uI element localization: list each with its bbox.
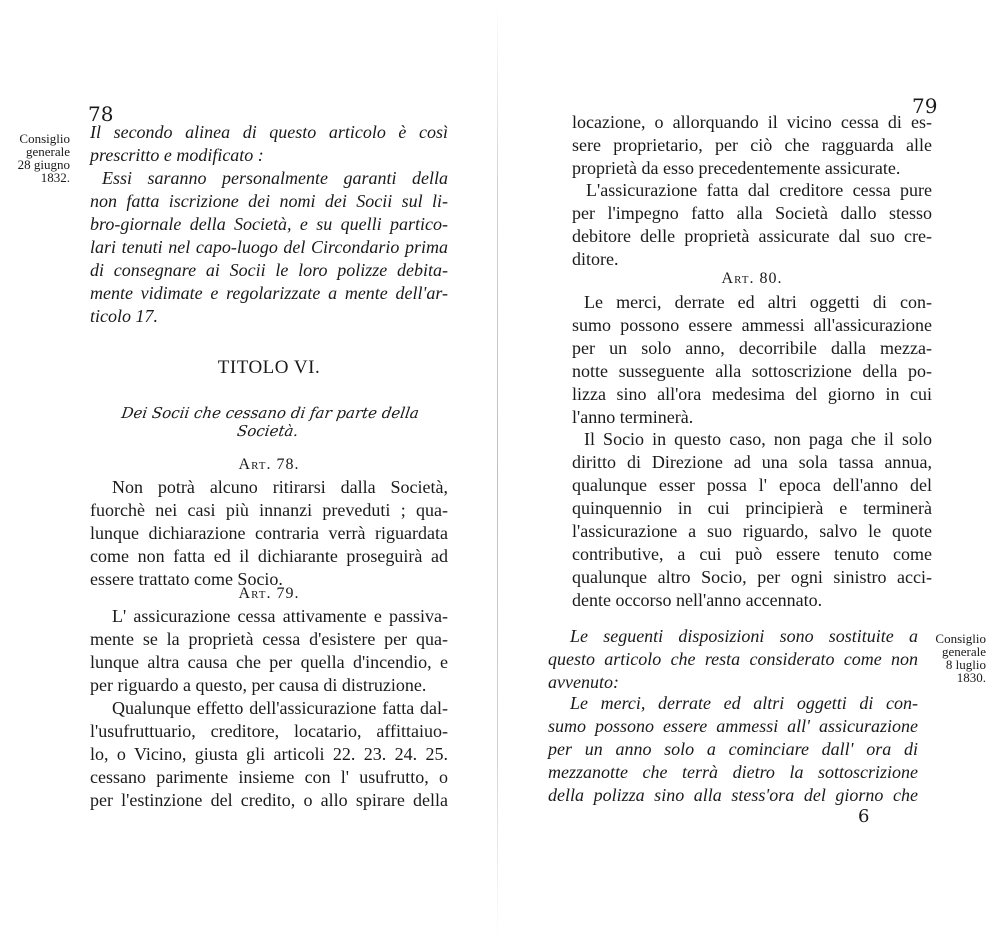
text-line: lizza sino all'ora medesima del giorno in cui	[572, 384, 932, 404]
text-line: lari tenuti nel capo-luogo del Circondario prima	[90, 237, 448, 257]
right-page	[498, 0, 1000, 940]
signature-mark: 6	[858, 806, 870, 827]
text-line: locazione, o allorquando il vicino cessa di es-	[572, 112, 932, 132]
margin-note-line: Consiglio	[935, 631, 986, 646]
text-line: Le seguenti disposizioni sono sostituite a	[570, 626, 918, 646]
text-line: l'usufruttuario, creditore, locatario, affittaiuo-	[90, 721, 448, 741]
page-number: 79	[912, 94, 938, 118]
margin-note	[12, 132, 70, 184]
text-line: proprietà da esso precedentemente assicurate.	[572, 158, 901, 178]
text-line: Non potrà alcuno ritirarsi dalla Società,	[112, 477, 448, 497]
text-line: di consegnare ai Socii le loro polizze debita-	[90, 260, 448, 280]
text-line: l'anno terminerà.	[572, 407, 694, 427]
text-line: ditore.	[572, 249, 619, 269]
text-line: Le merci, derrate ed altri oggetti di con-	[584, 292, 932, 312]
margin-note-line: 1830.	[956, 670, 986, 685]
margin-note-line: 8 luglio	[945, 657, 986, 672]
article-heading: Art. 79.	[238, 585, 300, 602]
text-line: l'assicurazione a suo riguardo, salvo le quote	[572, 521, 932, 541]
text-line: Le merci, derrate ed altri oggetti di con-	[570, 693, 918, 713]
amendment-intro	[548, 625, 918, 694]
text-line: Essi saranno personalmente garanti della	[102, 168, 448, 188]
text-line: Il Socio in questo caso, non paga che il solo	[584, 429, 932, 449]
text-line: mente vidimate e regolarizzate a mente dell'ar-	[90, 283, 448, 303]
text-line: per l'impegno fatto alla Società dallo stesso	[572, 203, 932, 223]
text-line: sere proprietario, per ciò che ragguarda alle	[572, 135, 932, 155]
amendment-intro	[90, 121, 448, 167]
text-line: per riguardo a questo, per causa di distruzione.	[90, 675, 427, 695]
text-line: questo articolo che resta considerato come non	[548, 649, 918, 669]
article-80-text-continued	[572, 428, 932, 612]
text-line: contributive, a cui può essere tenuto come	[572, 544, 932, 564]
text-line: qualunque esser possa l' epoca dell'anno del	[572, 475, 932, 495]
text-line: essere trattato come Socio.	[90, 569, 283, 589]
text-line: mente se la proprietà cessa d'esistere per qua-	[90, 629, 448, 649]
text-line: come non fatta ed il dichiarante proseguirà ad	[90, 546, 448, 566]
continuation-text	[572, 111, 932, 180]
margin-note-line: generale	[941, 644, 986, 659]
margin-note-line: Consiglio	[19, 131, 70, 146]
article-78-text	[90, 476, 448, 591]
text-line: L' assicurazione cessa attivamente e passiva-	[112, 606, 448, 626]
text-line: qualunque altro Socio, per ogni sinistro acci-	[572, 567, 932, 587]
article-79-text	[90, 605, 448, 697]
amendment-text	[90, 167, 448, 328]
text-line: per l'estinzione del credito, o allo spirare della	[90, 790, 448, 810]
text-line: dente occorso nell'anno accennato.	[572, 590, 823, 610]
text-line: ticolo 17.	[90, 306, 158, 326]
text-line: cessano parimente insieme con l' usufrutto, o	[90, 767, 448, 787]
left-page	[0, 0, 497, 940]
text-line: sumo possono essere ammessi all' assicurazione	[548, 716, 918, 736]
text-line: mezzanotte che terrà dietro la sottoscrizione	[548, 762, 918, 782]
text-line: lunque altra causa che per quella d'incendio, e	[90, 652, 448, 672]
text-line: non fatta iscrizione dei nomi dei Socii sul li-	[90, 191, 448, 211]
text-line: sumo possono essere ammessi all'assicurazione	[572, 315, 932, 335]
amendment-text	[548, 692, 918, 807]
text-line: Qualunque effetto dell'assicurazione fatta dal-	[112, 698, 448, 718]
article-80-text	[572, 291, 932, 429]
text-line: per un anno solo a cominciare dall' ora di	[548, 739, 918, 759]
margin-note-line: 1832.	[40, 170, 70, 185]
article-heading: Art. 78.	[238, 456, 300, 473]
text-line: debitore delle proprietà assicurate dal suo cre-	[572, 226, 932, 246]
text-line: avvenuto:	[548, 672, 619, 692]
article-heading: Art. 80.	[721, 270, 783, 287]
text-line: Il secondo alinea di questo articolo è così	[90, 122, 448, 142]
text-line: diritto di Direzione ad una sola tassa annua,	[572, 452, 932, 472]
margin-note-line: generale	[25, 144, 70, 159]
text-line: lo, o Vicino, giusta gli articoli 22. 23. 24. 25.	[90, 744, 448, 764]
page-number: 78	[88, 102, 114, 126]
text-line: fuorchè nei casi più innanzi preveduti ; qua-	[90, 500, 448, 520]
text-line: quinquennio in cui principierà e terminerà	[572, 498, 932, 518]
text-line: notte susseguente alla sottoscrizione della po-	[572, 361, 932, 381]
margin-note-line: 28 giugno	[17, 157, 70, 172]
creditor-paragraph	[572, 179, 932, 271]
margin-note	[922, 632, 986, 684]
text-line: della polizza sino alla stess'ora del giorno che	[548, 785, 918, 805]
text-line: prescritto e modificato :	[90, 145, 264, 165]
text-line: bro-giornale della Società, e su quelli partico-	[90, 214, 448, 234]
text-line: lunque dichiarazione contraria verrà riguardata	[90, 523, 448, 543]
text-line: L'assicurazione fatta dal creditore cessa pure	[586, 180, 932, 200]
section-subtitle: Dei Socii che cessano di far parte della Società.	[120, 404, 421, 440]
article-79-text-continued	[90, 697, 448, 812]
text-line: per un solo anno, decorribile dalla mezza-	[572, 338, 932, 358]
section-title: TITOLO VI.	[217, 357, 321, 378]
